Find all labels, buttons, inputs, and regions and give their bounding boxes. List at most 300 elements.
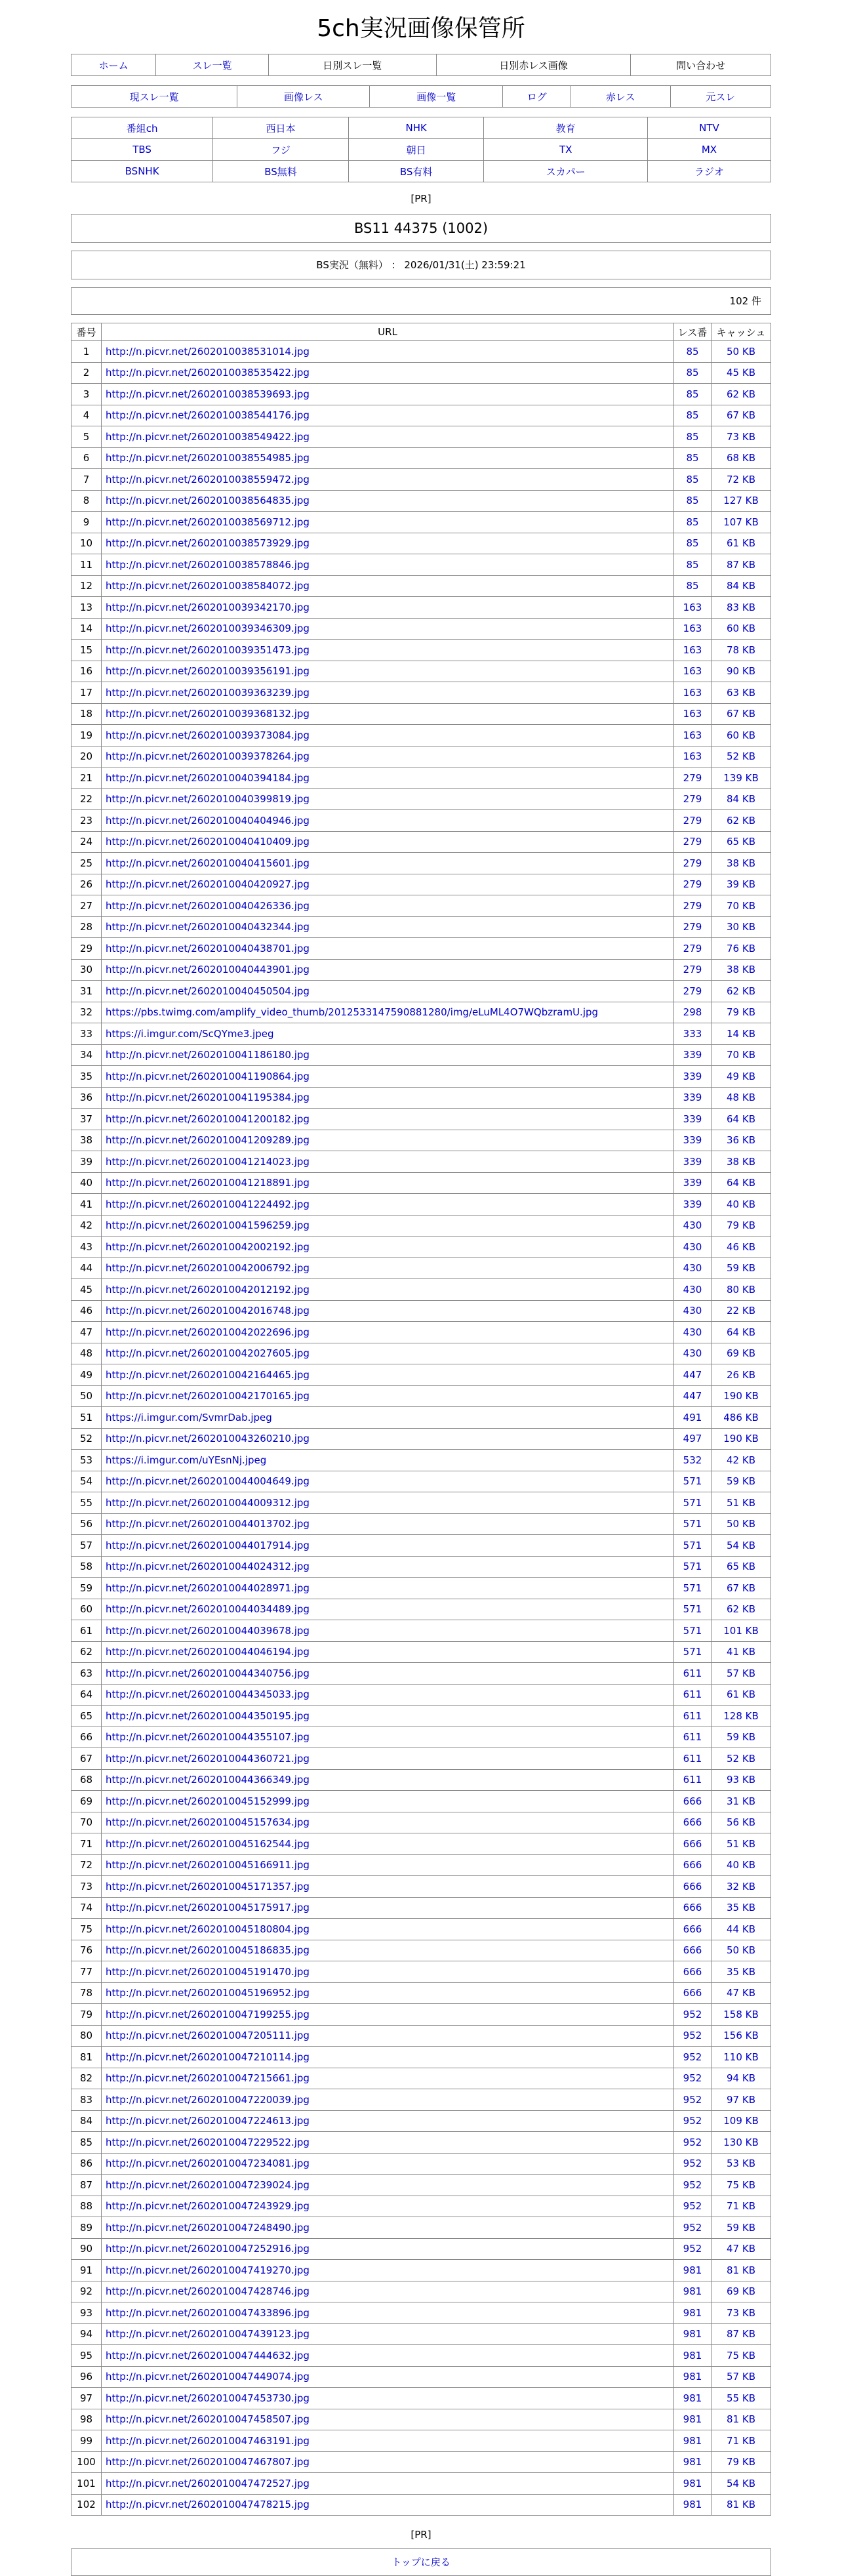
image-url-link[interactable]: http://n.picvr.net/2602010042164465.jpg: [106, 1368, 310, 1381]
image-url-link[interactable]: http://n.picvr.net/2602010044017914.jpg: [106, 1539, 310, 1551]
res-number-link[interactable]: 279: [683, 985, 702, 997]
image-url-link[interactable]: http://n.picvr.net/2602010038578846.jpg: [106, 558, 310, 571]
res-number-link[interactable]: 163: [683, 686, 702, 699]
res-number-link[interactable]: 85: [686, 345, 699, 358]
image-url-link[interactable]: http://n.picvr.net/2602010041214023.jpg: [106, 1155, 310, 1168]
image-url-link[interactable]: http://n.picvr.net/2602010040399819.jpg: [106, 793, 310, 806]
res-number-link[interactable]: 981: [683, 2349, 702, 2361]
image-url-link[interactable]: http://n.picvr.net/2602010047463191.jpg: [106, 2434, 310, 2447]
image-url-link[interactable]: http://n.picvr.net/2602010044009312.jpg: [106, 1496, 310, 1509]
res-number-link[interactable]: 279: [683, 964, 702, 976]
image-url-link[interactable]: http://n.picvr.net/2602010044355107.jpg: [106, 1731, 310, 1744]
res-number-link[interactable]: 611: [683, 1688, 702, 1701]
image-url-link[interactable]: https://i.imgur.com/ScQYme3.jpeg: [106, 1027, 274, 1040]
cache-size-link[interactable]: 62 KB: [727, 388, 755, 400]
cache-size-link[interactable]: 59 KB: [727, 1262, 755, 1275]
image-url-link[interactable]: http://n.picvr.net/2602010041200182.jpg: [106, 1113, 310, 1125]
image-url-link[interactable]: http://n.picvr.net/2602010038531014.jpg: [106, 345, 310, 358]
res-number-link[interactable]: 952: [683, 2200, 702, 2213]
res-number-link[interactable]: 339: [683, 1049, 702, 1061]
res-number-link[interactable]: 279: [683, 793, 702, 806]
cache-size-link[interactable]: 72 KB: [727, 473, 755, 485]
res-number-link[interactable]: 491: [683, 1411, 702, 1423]
res-number-link[interactable]: 611: [683, 1731, 702, 1744]
nav-original-thread-link[interactable]: 元スレ: [706, 91, 736, 103]
cache-size-link[interactable]: 41 KB: [727, 1646, 755, 1658]
image-url-link[interactable]: http://n.picvr.net/2602010040410409.jpg: [106, 836, 310, 848]
back-to-top-link[interactable]: トップに戻る: [391, 2556, 451, 2568]
res-number-link[interactable]: 981: [683, 2306, 702, 2319]
cache-size-link[interactable]: 32 KB: [727, 1880, 755, 1892]
image-url-link[interactable]: http://n.picvr.net/2602010039356191.jpg: [106, 665, 310, 678]
res-number-link[interactable]: 279: [683, 836, 702, 848]
res-number-link[interactable]: 571: [683, 1603, 702, 1616]
res-number-link[interactable]: 163: [683, 665, 702, 678]
cache-size-link[interactable]: 55 KB: [727, 2392, 755, 2404]
image-url-link[interactable]: http://n.picvr.net/2602010045191470.jpg: [106, 1965, 310, 1978]
cache-size-link[interactable]: 73 KB: [727, 2306, 755, 2319]
image-url-link[interactable]: http://n.picvr.net/2602010038559472.jpg: [106, 473, 310, 485]
image-url-link[interactable]: http://n.picvr.net/2602010047205111.jpg: [106, 2030, 310, 2042]
cache-size-link[interactable]: 54 KB: [727, 1539, 755, 1551]
nav-image-res-link[interactable]: 画像レス: [283, 91, 323, 103]
res-number-link[interactable]: 952: [683, 2243, 702, 2255]
res-number-link[interactable]: 85: [686, 430, 699, 443]
cache-size-link[interactable]: 78 KB: [727, 644, 755, 656]
cache-size-link[interactable]: 61 KB: [727, 537, 755, 550]
cache-size-link[interactable]: 81 KB: [727, 2413, 755, 2426]
image-url-link[interactable]: http://n.picvr.net/2602010045175917.jpg: [106, 1902, 310, 1914]
cache-size-link[interactable]: 44 KB: [727, 1923, 755, 1935]
image-url-link[interactable]: http://n.picvr.net/2602010043260210.jpg: [106, 1433, 310, 1445]
res-number-link[interactable]: 85: [686, 558, 699, 571]
res-number-link[interactable]: 163: [683, 729, 702, 741]
image-url-link[interactable]: http://n.picvr.net/2602010047224613.jpg: [106, 2115, 310, 2127]
image-url-link[interactable]: http://n.picvr.net/2602010047419270.jpg: [106, 2264, 310, 2276]
board-link-asahi[interactable]: 朝日: [406, 144, 426, 156]
image-url-link[interactable]: http://n.picvr.net/2602010047234081.jpg: [106, 2157, 310, 2170]
nav-current-threads-link[interactable]: 現スレ一覧: [129, 91, 179, 103]
image-url-link[interactable]: http://n.picvr.net/2602010047453730.jpg: [106, 2392, 310, 2404]
cache-size-link[interactable]: 49 KB: [727, 1070, 755, 1082]
image-url-link[interactable]: http://n.picvr.net/2602010045171357.jpg: [106, 1880, 310, 1892]
cache-size-link[interactable]: 94 KB: [727, 2072, 755, 2085]
cache-size-link[interactable]: 80 KB: [727, 1283, 755, 1296]
cache-size-link[interactable]: 97 KB: [727, 2093, 755, 2106]
image-url-link[interactable]: http://n.picvr.net/2602010042170165.jpg: [106, 1390, 310, 1402]
cache-size-link[interactable]: 71 KB: [727, 2434, 755, 2447]
cache-size-link[interactable]: 79 KB: [727, 1219, 755, 1232]
res-number-link[interactable]: 666: [683, 1944, 702, 1957]
image-url-link[interactable]: http://n.picvr.net/2602010044024312.jpg: [106, 1561, 310, 1573]
res-number-link[interactable]: 279: [683, 771, 702, 784]
res-number-link[interactable]: 430: [683, 1240, 702, 1253]
image-url-link[interactable]: http://n.picvr.net/2602010040426336.jpg: [106, 899, 310, 912]
image-url-link[interactable]: http://n.picvr.net/2602010045166911.jpg: [106, 1859, 310, 1871]
image-url-link[interactable]: http://n.picvr.net/2602010044039678.jpg: [106, 1624, 310, 1637]
cache-size-link[interactable]: 81 KB: [727, 2264, 755, 2276]
res-number-link[interactable]: 430: [683, 1305, 702, 1317]
res-number-link[interactable]: 430: [683, 1283, 702, 1296]
res-number-link[interactable]: 339: [683, 1177, 702, 1189]
image-url-link[interactable]: http://n.picvr.net/2602010044046194.jpg: [106, 1646, 310, 1658]
cache-size-link[interactable]: 47 KB: [727, 2243, 755, 2255]
cache-size-link[interactable]: 35 KB: [727, 1965, 755, 1978]
image-url-link[interactable]: http://n.picvr.net/2602010038584072.jpg: [106, 580, 310, 592]
cache-size-link[interactable]: 59 KB: [727, 2221, 755, 2234]
cache-size-link[interactable]: 57 KB: [727, 1667, 755, 1679]
res-number-link[interactable]: 981: [683, 2371, 702, 2383]
cache-size-link[interactable]: 93 KB: [727, 1774, 755, 1786]
res-number-link[interactable]: 666: [683, 1987, 702, 1999]
image-url-link[interactable]: http://n.picvr.net/2602010042002192.jpg: [106, 1240, 310, 1253]
image-url-link[interactable]: http://n.picvr.net/2602010045157634.jpg: [106, 1816, 310, 1829]
res-number-link[interactable]: 981: [683, 2328, 702, 2341]
res-number-link[interactable]: 952: [683, 2008, 702, 2020]
cache-size-link[interactable]: 45 KB: [727, 367, 755, 379]
image-url-link[interactable]: http://n.picvr.net/2602010044013702.jpg: [106, 1518, 310, 1530]
board-link-bs-free[interactable]: BS無料: [264, 165, 297, 178]
image-url-link[interactable]: http://n.picvr.net/2602010040394184.jpg: [106, 771, 310, 784]
nav-thread-list-link[interactable]: スレ一覧: [192, 59, 232, 72]
cache-size-link[interactable]: 40 KB: [727, 1198, 755, 1210]
cache-size-link[interactable]: 50 KB: [727, 1944, 755, 1957]
image-url-link[interactable]: http://n.picvr.net/2602010045196952.jpg: [106, 1987, 310, 1999]
res-number-link[interactable]: 279: [683, 814, 702, 827]
image-url-link[interactable]: http://n.picvr.net/2602010042027605.jpg: [106, 1347, 310, 1360]
cache-size-link[interactable]: 75 KB: [727, 2349, 755, 2361]
image-url-link[interactable]: http://n.picvr.net/2602010039368132.jpg: [106, 708, 310, 720]
nav-home-link[interactable]: ホーム: [98, 59, 129, 72]
image-url-link[interactable]: http://n.picvr.net/2602010039346309.jpg: [106, 623, 310, 635]
res-number-link[interactable]: 952: [683, 2030, 702, 2042]
image-url-link[interactable]: http://n.picvr.net/2602010041190864.jpg: [106, 1070, 310, 1082]
res-number-link[interactable]: 447: [683, 1390, 702, 1402]
cache-size-link[interactable]: 50 KB: [727, 345, 755, 358]
res-number-link[interactable]: 611: [683, 1667, 702, 1679]
image-url-link[interactable]: http://n.picvr.net/2602010038535422.jpg: [106, 367, 310, 379]
res-number-link[interactable]: 952: [683, 2115, 702, 2127]
board-link-tbs[interactable]: TBS: [132, 144, 151, 155]
res-number-link[interactable]: 163: [683, 644, 702, 656]
image-url-link[interactable]: http://n.picvr.net/2602010039351473.jpg: [106, 644, 310, 656]
res-number-link[interactable]: 666: [683, 1965, 702, 1978]
cache-size-link[interactable]: 64 KB: [727, 1113, 755, 1125]
res-number-link[interactable]: 981: [683, 2456, 702, 2468]
board-link-skyperfect[interactable]: スカパー: [546, 165, 586, 178]
res-number-link[interactable]: 163: [683, 601, 702, 613]
cache-size-link[interactable]: 101 KB: [723, 1624, 759, 1637]
cache-size-link[interactable]: 63 KB: [727, 686, 755, 699]
cache-size-link[interactable]: 486 KB: [723, 1411, 759, 1423]
res-number-link[interactable]: 85: [686, 388, 699, 400]
cache-size-link[interactable]: 158 KB: [723, 2008, 759, 2020]
cache-size-link[interactable]: 59 KB: [727, 1731, 755, 1744]
cache-size-link[interactable]: 52 KB: [727, 750, 755, 763]
cache-size-link[interactable]: 67 KB: [727, 708, 755, 720]
cache-size-link[interactable]: 35 KB: [727, 1902, 755, 1914]
res-number-link[interactable]: 611: [683, 1752, 702, 1765]
image-url-link[interactable]: http://n.picvr.net/2602010047239024.jpg: [106, 2178, 310, 2191]
res-number-link[interactable]: 981: [683, 2434, 702, 2447]
image-url-link[interactable]: http://n.picvr.net/2602010047220039.jpg: [106, 2093, 310, 2106]
res-number-link[interactable]: 981: [683, 2499, 702, 2511]
res-number-link[interactable]: 571: [683, 1624, 702, 1637]
image-url-link[interactable]: https://pbs.twimg.com/amplify_video_thumb/2012533147590881280/img/eLuML4O7WQbzramU.jpg: [106, 1006, 599, 1019]
cache-size-link[interactable]: 83 KB: [727, 601, 755, 613]
res-number-link[interactable]: 666: [683, 1859, 702, 1871]
cache-size-link[interactable]: 54 KB: [727, 2477, 755, 2489]
image-url-link[interactable]: http://n.picvr.net/2602010041218891.jpg: [106, 1177, 310, 1189]
cache-size-link[interactable]: 67 KB: [727, 409, 755, 422]
image-url-link[interactable]: http://n.picvr.net/2602010047472527.jpg: [106, 2477, 310, 2489]
cache-size-link[interactable]: 87 KB: [727, 558, 755, 571]
cache-size-link[interactable]: 14 KB: [727, 1027, 755, 1040]
cache-size-link[interactable]: 53 KB: [727, 2157, 755, 2170]
res-number-link[interactable]: 571: [683, 1539, 702, 1551]
cache-size-link[interactable]: 76 KB: [727, 942, 755, 954]
image-url-link[interactable]: http://n.picvr.net/2602010041186180.jpg: [106, 1049, 310, 1061]
cache-size-link[interactable]: 84 KB: [727, 580, 755, 592]
res-number-link[interactable]: 298: [683, 1006, 702, 1019]
image-url-link[interactable]: http://n.picvr.net/2602010047428746.jpg: [106, 2285, 310, 2298]
cache-size-link[interactable]: 62 KB: [727, 985, 755, 997]
res-number-link[interactable]: 85: [686, 580, 699, 592]
res-number-link[interactable]: 952: [683, 2157, 702, 2170]
cache-size-link[interactable]: 57 KB: [727, 2371, 755, 2383]
cache-size-link[interactable]: 81 KB: [727, 2499, 755, 2511]
cache-size-link[interactable]: 51 KB: [727, 1496, 755, 1509]
res-number-link[interactable]: 279: [683, 899, 702, 912]
cache-size-link[interactable]: 64 KB: [727, 1326, 755, 1338]
image-url-link[interactable]: http://n.picvr.net/2602010042022696.jpg: [106, 1326, 310, 1338]
cache-size-link[interactable]: 109 KB: [723, 2115, 759, 2127]
res-number-link[interactable]: 85: [686, 367, 699, 379]
res-number-link[interactable]: 339: [683, 1198, 702, 1210]
board-link-tx[interactable]: TX: [559, 144, 572, 155]
res-number-link[interactable]: 666: [683, 1816, 702, 1829]
res-number-link[interactable]: 666: [683, 1902, 702, 1914]
image-url-link[interactable]: http://n.picvr.net/2602010045186835.jpg: [106, 1944, 310, 1957]
cache-size-link[interactable]: 65 KB: [727, 836, 755, 848]
cache-size-link[interactable]: 40 KB: [727, 1859, 755, 1871]
res-number-link[interactable]: 85: [686, 516, 699, 528]
image-url-link[interactable]: http://n.picvr.net/2602010040404946.jpg: [106, 814, 310, 827]
image-url-link[interactable]: http://n.picvr.net/2602010041596259.jpg: [106, 1219, 310, 1232]
cache-size-link[interactable]: 71 KB: [727, 2200, 755, 2213]
image-url-link[interactable]: http://n.picvr.net/2602010044366349.jpg: [106, 1774, 310, 1786]
res-number-link[interactable]: 952: [683, 2221, 702, 2234]
board-link-kyoiku[interactable]: 教育: [555, 122, 576, 134]
res-number-link[interactable]: 497: [683, 1433, 702, 1445]
res-number-link[interactable]: 952: [683, 2093, 702, 2106]
image-url-link[interactable]: http://n.picvr.net/2602010042016748.jpg: [106, 1305, 310, 1317]
image-url-link[interactable]: http://n.picvr.net/2602010044028971.jpg: [106, 1582, 310, 1594]
nav-log-link[interactable]: ログ: [527, 91, 547, 103]
image-url-link[interactable]: http://n.picvr.net/2602010039378264.jpg: [106, 750, 310, 763]
cache-size-link[interactable]: 65 KB: [727, 1561, 755, 1573]
cache-size-link[interactable]: 48 KB: [727, 1092, 755, 1104]
image-url-link[interactable]: http://n.picvr.net/2602010039342170.jpg: [106, 601, 310, 613]
image-url-link[interactable]: http://n.picvr.net/2602010044004649.jpg: [106, 1475, 310, 1488]
res-number-link[interactable]: 571: [683, 1646, 702, 1658]
cache-size-link[interactable]: 139 KB: [723, 771, 759, 784]
res-number-link[interactable]: 981: [683, 2413, 702, 2426]
cache-size-link[interactable]: 47 KB: [727, 1987, 755, 1999]
image-url-link[interactable]: http://n.picvr.net/2602010047229522.jpg: [106, 2136, 310, 2148]
cache-size-link[interactable]: 190 KB: [723, 1390, 759, 1402]
res-number-link[interactable]: 339: [683, 1134, 702, 1147]
image-url-link[interactable]: http://n.picvr.net/2602010047199255.jpg: [106, 2008, 310, 2020]
res-number-link[interactable]: 952: [683, 2072, 702, 2085]
cache-size-link[interactable]: 128 KB: [723, 1709, 759, 1722]
cache-size-link[interactable]: 36 KB: [727, 1134, 755, 1147]
nav-image-list-link[interactable]: 画像一覧: [416, 91, 456, 103]
image-url-link[interactable]: http://n.picvr.net/2602010047252916.jpg: [106, 2243, 310, 2255]
res-number-link[interactable]: 163: [683, 623, 702, 635]
cache-size-link[interactable]: 30 KB: [727, 921, 755, 933]
res-number-link[interactable]: 981: [683, 2477, 702, 2489]
image-url-link[interactable]: http://n.picvr.net/2602010041224492.jpg: [106, 1198, 310, 1210]
cache-size-link[interactable]: 110 KB: [723, 2051, 759, 2063]
cache-size-link[interactable]: 87 KB: [727, 2328, 755, 2341]
cache-size-link[interactable]: 39 KB: [727, 878, 755, 891]
cache-size-link[interactable]: 56 KB: [727, 1816, 755, 1829]
image-url-link[interactable]: http://n.picvr.net/2602010047458507.jpg: [106, 2413, 310, 2426]
image-url-link[interactable]: http://n.picvr.net/2602010038564835.jpg: [106, 495, 310, 507]
image-url-link[interactable]: http://n.picvr.net/2602010042012192.jpg: [106, 1283, 310, 1296]
cache-size-link[interactable]: 38 KB: [727, 857, 755, 869]
res-number-link[interactable]: 981: [683, 2285, 702, 2298]
image-url-link[interactable]: http://n.picvr.net/2602010047248490.jpg: [106, 2221, 310, 2234]
res-number-link[interactable]: 981: [683, 2264, 702, 2276]
image-url-link[interactable]: http://n.picvr.net/2602010038549422.jpg: [106, 430, 310, 443]
image-url-link[interactable]: http://n.picvr.net/2602010047243929.jpg: [106, 2200, 310, 2213]
cache-size-link[interactable]: 22 KB: [727, 1305, 755, 1317]
image-url-link[interactable]: http://n.picvr.net/2602010045162544.jpg: [106, 1837, 310, 1850]
cache-size-link[interactable]: 79 KB: [727, 1006, 755, 1019]
cache-size-link[interactable]: 26 KB: [727, 1368, 755, 1381]
cache-size-link[interactable]: 156 KB: [723, 2030, 759, 2042]
board-link-nhk[interactable]: NHK: [405, 122, 427, 134]
image-url-link[interactable]: http://n.picvr.net/2602010038539693.jpg: [106, 388, 310, 400]
cache-size-link[interactable]: 51 KB: [727, 1837, 755, 1850]
res-number-link[interactable]: 339: [683, 1070, 702, 1082]
image-url-link[interactable]: http://n.picvr.net/2602010038573929.jpg: [106, 537, 310, 550]
res-number-link[interactable]: 85: [686, 452, 699, 464]
image-url-link[interactable]: http://n.picvr.net/2602010047467807.jpg: [106, 2456, 310, 2468]
res-number-link[interactable]: 85: [686, 495, 699, 507]
cache-size-link[interactable]: 70 KB: [727, 899, 755, 912]
image-url-link[interactable]: http://n.picvr.net/2602010044345033.jpg: [106, 1688, 310, 1701]
res-number-link[interactable]: 666: [683, 1880, 702, 1892]
image-url-link[interactable]: http://n.picvr.net/2602010044350195.jpg: [106, 1709, 310, 1722]
cache-size-link[interactable]: 38 KB: [727, 964, 755, 976]
cache-size-link[interactable]: 59 KB: [727, 1475, 755, 1488]
image-url-link[interactable]: http://n.picvr.net/2602010040420927.jpg: [106, 878, 310, 891]
cache-size-link[interactable]: 46 KB: [727, 1240, 755, 1253]
res-number-link[interactable]: 666: [683, 1923, 702, 1935]
image-url-link[interactable]: http://n.picvr.net/2602010040443901.jpg: [106, 964, 310, 976]
res-number-link[interactable]: 571: [683, 1518, 702, 1530]
res-number-link[interactable]: 339: [683, 1113, 702, 1125]
board-link-nishinihon[interactable]: 西日本: [266, 122, 296, 134]
image-url-link[interactable]: http://n.picvr.net/2602010047449074.jpg: [106, 2371, 310, 2383]
image-url-link[interactable]: http://n.picvr.net/2602010040438701.jpg: [106, 942, 310, 954]
image-url-link[interactable]: https://i.imgur.com/uYEsnNj.jpeg: [106, 1454, 267, 1466]
cache-size-link[interactable]: 60 KB: [727, 623, 755, 635]
cache-size-link[interactable]: 50 KB: [727, 1518, 755, 1530]
res-number-link[interactable]: 611: [683, 1709, 702, 1722]
cache-size-link[interactable]: 84 KB: [727, 793, 755, 806]
res-number-link[interactable]: 952: [683, 2136, 702, 2148]
image-url-link[interactable]: http://n.picvr.net/2602010044360721.jpg: [106, 1752, 310, 1765]
image-url-link[interactable]: http://n.picvr.net/2602010041209289.jpg: [106, 1134, 310, 1147]
res-number-link[interactable]: 611: [683, 1774, 702, 1786]
res-number-link[interactable]: 571: [683, 1561, 702, 1573]
cache-size-link[interactable]: 38 KB: [727, 1155, 755, 1168]
cache-size-link[interactable]: 68 KB: [727, 452, 755, 464]
res-number-link[interactable]: 333: [683, 1027, 702, 1040]
res-number-link[interactable]: 279: [683, 942, 702, 954]
image-url-link[interactable]: http://n.picvr.net/2602010045152999.jpg: [106, 1795, 310, 1807]
cache-size-link[interactable]: 75 KB: [727, 2178, 755, 2191]
image-url-link[interactable]: http://n.picvr.net/2602010038554985.jpg: [106, 452, 310, 464]
cache-size-link[interactable]: 70 KB: [727, 1049, 755, 1061]
image-url-link[interactable]: http://n.picvr.net/2602010040415601.jpg: [106, 857, 310, 869]
res-number-link[interactable]: 279: [683, 921, 702, 933]
res-number-link[interactable]: 952: [683, 2051, 702, 2063]
image-url-link[interactable]: http://n.picvr.net/2602010038569712.jpg: [106, 516, 310, 528]
board-link-bsnhk[interactable]: BSNHK: [125, 165, 159, 177]
image-url-link[interactable]: http://n.picvr.net/2602010047433896.jpg: [106, 2306, 310, 2319]
res-number-link[interactable]: 571: [683, 1582, 702, 1594]
board-link-ntv[interactable]: NTV: [699, 122, 719, 134]
res-number-link[interactable]: 571: [683, 1475, 702, 1488]
res-number-link[interactable]: 279: [683, 857, 702, 869]
cache-size-link[interactable]: 31 KB: [727, 1795, 755, 1807]
image-url-link[interactable]: http://n.picvr.net/2602010047478215.jpg: [106, 2499, 310, 2511]
cache-size-link[interactable]: 42 KB: [727, 1454, 755, 1466]
res-number-link[interactable]: 952: [683, 2178, 702, 2191]
image-url-link[interactable]: https://i.imgur.com/SvmrDab.jpeg: [106, 1411, 272, 1423]
image-url-link[interactable]: http://n.picvr.net/2602010047439123.jpg: [106, 2328, 310, 2341]
cache-size-link[interactable]: 52 KB: [727, 1752, 755, 1765]
image-url-link[interactable]: http://n.picvr.net/2602010044340756.jpg: [106, 1667, 310, 1679]
cache-size-link[interactable]: 62 KB: [727, 1603, 755, 1616]
cache-size-link[interactable]: 67 KB: [727, 1582, 755, 1594]
res-number-link[interactable]: 339: [683, 1092, 702, 1104]
cache-size-link[interactable]: 107 KB: [723, 516, 759, 528]
image-url-link[interactable]: http://n.picvr.net/2602010041195384.jpg: [106, 1092, 310, 1104]
res-number-link[interactable]: 85: [686, 409, 699, 422]
image-url-link[interactable]: http://n.picvr.net/2602010039373084.jpg: [106, 729, 310, 741]
res-number-link[interactable]: 532: [683, 1454, 702, 1466]
image-url-link[interactable]: http://n.picvr.net/2602010040450504.jpg: [106, 985, 310, 997]
cache-size-link[interactable]: 61 KB: [727, 1688, 755, 1701]
res-number-link[interactable]: 430: [683, 1347, 702, 1360]
image-url-link[interactable]: http://n.picvr.net/2602010040432344.jpg: [106, 921, 310, 933]
image-url-link[interactable]: http://n.picvr.net/2602010042006792.jpg: [106, 1262, 310, 1275]
res-number-link[interactable]: 430: [683, 1219, 702, 1232]
board-link-bs-paid[interactable]: BS有料: [399, 165, 433, 178]
image-url-link[interactable]: http://n.picvr.net/2602010044034489.jpg: [106, 1603, 310, 1616]
cache-size-link[interactable]: 69 KB: [727, 2285, 755, 2298]
image-url-link[interactable]: http://n.picvr.net/2602010047444632.jpg: [106, 2349, 310, 2361]
res-number-link[interactable]: 163: [683, 750, 702, 763]
cache-size-link[interactable]: 64 KB: [727, 1177, 755, 1189]
board-link-bangumi[interactable]: 番組ch: [126, 122, 158, 134]
